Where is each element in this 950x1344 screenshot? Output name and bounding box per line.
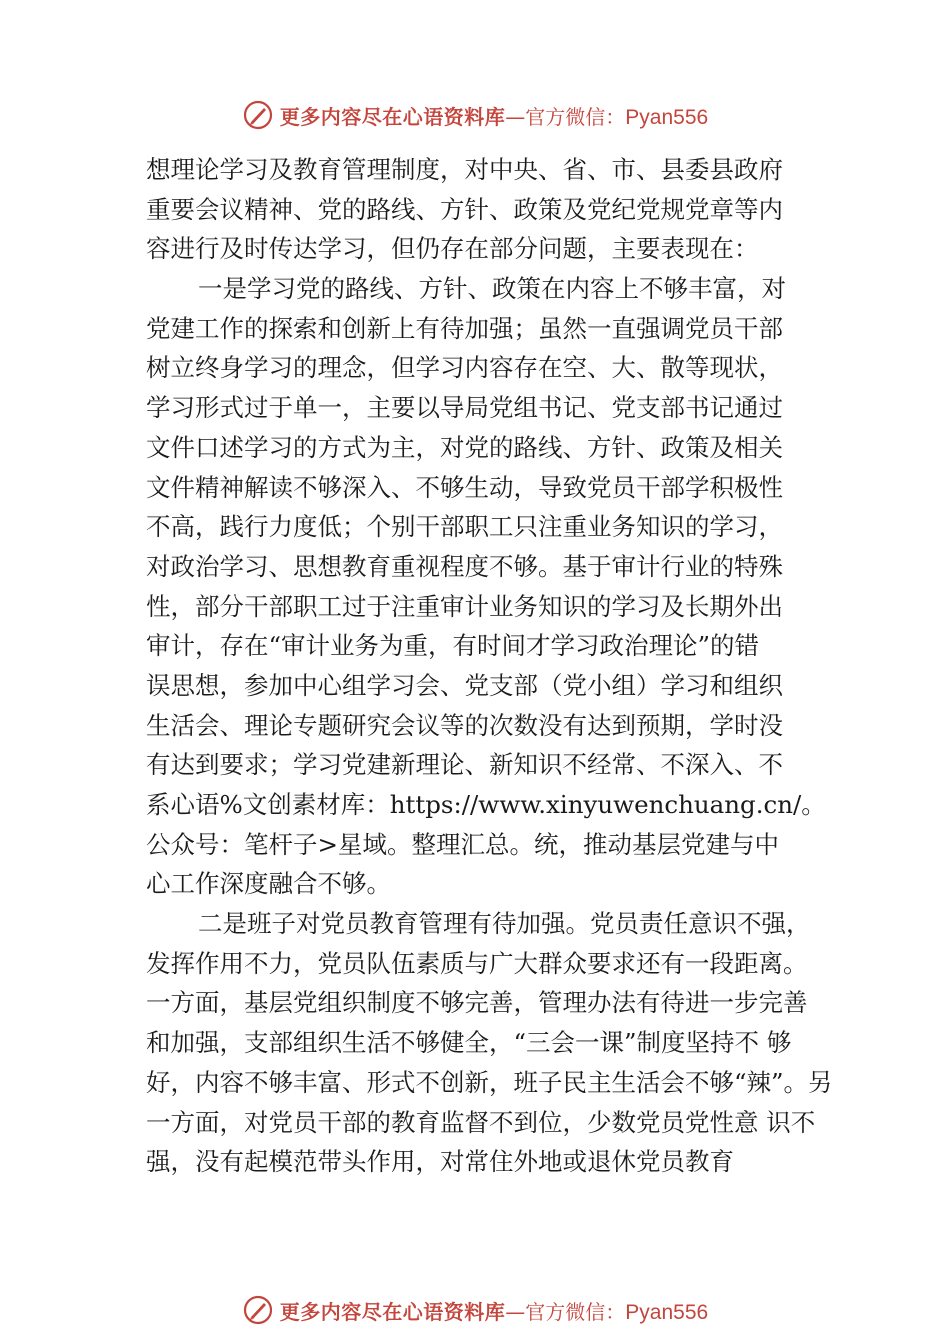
text-line: 学习形式过于单一，主要以导局党组书记、党支部书记通过 bbox=[146, 393, 783, 423]
text-line: 公众号：笔杆子>星域。整理汇总。统，推动基层党建与中 bbox=[146, 829, 780, 859]
text-line: 树立终身学习的理念，但学习内容存在空、大、散等现状， bbox=[146, 353, 783, 383]
text-line: 审计，存在“审计业务为重，有时间才学习政治理论”的错 bbox=[146, 631, 760, 661]
text-line: 文件精神解读不够深入、不够生动，导致党员干部学积极性 bbox=[146, 472, 783, 502]
text-line: 党建工作的探索和创新上有待加强；虽然一直强调党员干部 bbox=[146, 313, 783, 343]
text-line: 性，部分干部职工过于注重审计业务知识的学习及长期外出 bbox=[146, 591, 783, 621]
banner-wechat-id: Pyan556 bbox=[625, 105, 709, 129]
source-watermark-line: 系心语%文创素材库：https://www.xinyuwenchuang.cn/。 bbox=[146, 790, 826, 819]
text-line: 一方面，对党员干部的教育监督不到位，少数党员党性意 识不 bbox=[146, 1107, 816, 1137]
text-line: 不高，践行力度低；个别干部职工只注重业务知识的学习， bbox=[146, 512, 783, 542]
banner-wechat-label: 官方微信： bbox=[525, 104, 626, 129]
text-line: 强，没有起模范带头作用，对常住外地或退休党员教育 bbox=[146, 1147, 734, 1177]
document-body bbox=[146, 150, 836, 1182]
text-line: 生活会、理论专题研究会议等的次数没有达到预期，学时没 bbox=[146, 710, 783, 740]
banner-dash: — bbox=[505, 104, 526, 129]
banner-main-text: 更多内容尽在心语资料库 bbox=[279, 1299, 506, 1324]
text-line: 一方面，基层党组织制度不够完善，管理办法有待进一步完善 bbox=[146, 988, 808, 1018]
text-line: 好，内容不够丰富、形式不创新，班子民主生活会不够“辣”。另 bbox=[146, 1067, 833, 1097]
banner-wechat-label: 官方微信： bbox=[525, 1299, 626, 1324]
logo-pen-icon bbox=[242, 1294, 274, 1326]
text-line: 对政治学习、思想教育重视程度不够。基于审计行业的特殊 bbox=[146, 551, 783, 581]
text-line: 容进行及时传达学习，但仍存在部分问题，主要表现在： bbox=[146, 234, 759, 264]
text-line: 文件口述学习的方式为主，对党的路线、方针、政策及相关 bbox=[146, 432, 783, 462]
text-line: 和加强，支部组织生活不够健全，“三会一课”制度坚持不 够 bbox=[146, 1028, 792, 1058]
header-watermark-banner bbox=[0, 95, 950, 135]
text-line: 重要会议精神、党的路线、方针、政策及党纪党规党章等内 bbox=[146, 194, 783, 224]
footer-watermark-banner bbox=[0, 1290, 950, 1330]
text-line: 想理论学习及教育管理制度，对中央、省、市、县委县政府 bbox=[146, 155, 783, 184]
text-line: 误思想，参加中心组学习会、党支部（党小组）学习和组织 bbox=[146, 670, 783, 700]
text-line: 发挥作用不力，党员队伍素质与广大群众要求还有一段距离。 bbox=[146, 948, 808, 978]
text-line: 有达到要求；学习党建新理论、新知识不经常、不深入、不 bbox=[146, 750, 783, 780]
banner-wechat-id: Pyan556 bbox=[625, 1300, 709, 1324]
text-line: 心工作深度融合不够。 bbox=[146, 869, 391, 899]
paragraph-start-line: 二是班子对党员教育管理有待加强。党员责任意识不强， bbox=[198, 909, 811, 939]
logo-pen-icon bbox=[242, 99, 274, 131]
banner-main-text: 更多内容尽在心语资料库 bbox=[279, 104, 506, 129]
paragraph-start-line: 一是学习党的路线、方针、政策在内容上不够丰富，对 bbox=[198, 274, 786, 304]
banner-dash: — bbox=[505, 1299, 526, 1324]
